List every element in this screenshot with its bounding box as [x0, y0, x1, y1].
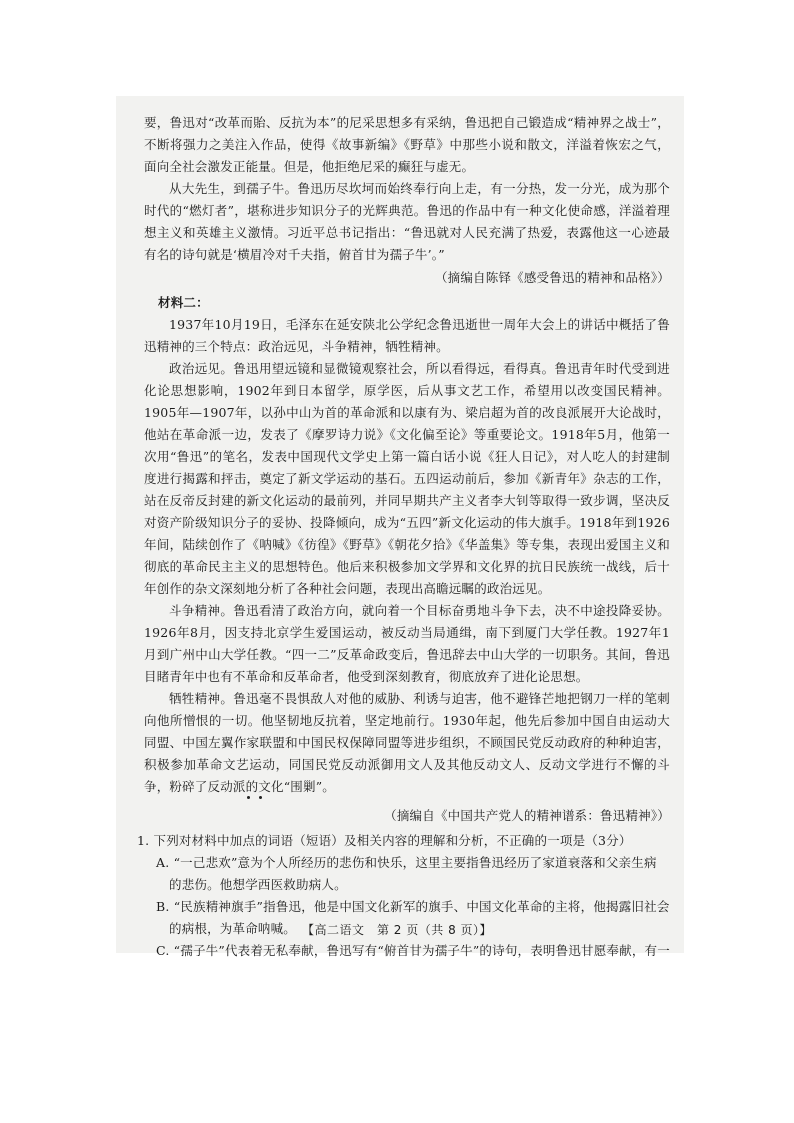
- option-b-line-2: 的病根，为革命呐喊。: [169, 921, 297, 936]
- source-citation-1: （摘编自陈铎《感受鲁迅的精神和品格》）: [434, 270, 670, 285]
- emphasis-dot: [247, 796, 250, 799]
- source-citation-2: （摘编自《中国共产党人的精神谱系：鲁迅精神》）: [384, 808, 670, 823]
- question-1-stem: 1. 下列对材料中加点的词语（短语）及相关内容的理解和分析，不正确的一项是（3分）: [137, 833, 632, 848]
- material-2-heading: 材料二：: [158, 295, 209, 310]
- paragraph-confucian-ox: 从大先生，到孺子牛。鲁迅历尽坎坷而始终奉行向上走，有一分热，发一分光，成为那个时代的“燃灯者”，堪称进步知识分子的光辉典范。鲁迅的作品中有一种文化使命感，洋溢着理想主义和英雄主义激情。习近平总书记指出：“鲁迅就对人民充满了热爱，表露他这一心迹最有名的诗句就是‘横眉冷对千夫指，俯首甘为孺子牛’。”: [144, 181, 670, 262]
- page-content: [137, 112, 670, 962]
- option-b-line-1: B. “民族精神旗手”指鲁迅，他是中国文化新军的旗手、中国文化革命的主将，他揭露旧社会: [156, 899, 670, 914]
- emphasis-dot: [259, 796, 262, 799]
- paragraph-political-vision: 政治远见。鲁迅用望远镜和显微镜观察社会，所以看得远，看得真。鲁迅青年时代受到进化论思想影响，1902年到日本留学，原学医，后从事文艺工作，希望用以改变国民精神。1905年—1907年，以孙中山为首的革命派和以康有为、梁启超为首的改良派展开大论战时，他站在革命派一边，发表了《摩罗诗力说》《文化偏至论》等重要论文。1918年5月，他第一次用“鲁迅”的笔名，发表中国现代文学史上第一篇白话小说《狂人日记》，对人吃人的封建制度进行揭露和抨击，奠定了新文学运动的基石。五四运动前后，参加《新青年》杂志的工作，站在反帝反封建的新文化运动的最前列，并同早期共产主义者李大钊等取得一致步调，坚决反对资产阶级知识分子的妥协、投降倾向，成为“五四”新文化运动的伟大旗手。1918年到1926年间，陆续创作了《呐喊》《彷徨》《野草》《朝花夕拾》《华盖集》等专集，表现出爱国主义和彻底的革命民主主义的思想特色。他后来积极参加文学界和文化界的抗日民族统一战线，后十年创作的杂文深刻地分析了各种社会问题，表现出高瞻远瞩的政治远见。: [144, 361, 670, 596]
- paragraph-fighting-spirit: 斗争精神。鲁迅看清了政治方向，就向着一个目标奋勇地斗争下去，决不中途投降妥协。1926年8月，因支持北京学生爱国运动，被反动当局通缉，南下到厦门大学任教。1927年1月到广州中山大学任教。“四一二”反革命政变后，鲁迅辞去中山大学的一切职务。其间，鲁迅目睹青年中也有不革命和反革命者，他受到深刻教育，彻底放弃了进化论思想。: [144, 603, 670, 684]
- option-c-line-1: C. “孺子牛”代表着无私奉献，鲁迅写有“俯首甘为孺子牛”的诗句，表明鲁迅甘愿奉献，有一: [156, 943, 670, 958]
- paragraph-mao-speech: 1937年10月19日，毛泽东在延安陕北公学纪念鲁迅逝世一周年大会上的讲话中概括了鲁迅精神的三个特点：政治远见，斗争精神，牺牲精神。: [144, 317, 670, 354]
- option-a-line-2: 的悲伤。他想学西医救助病人。: [169, 877, 347, 892]
- option-a-line-1: A. “一己悲欢”意为个人所经历的悲伤和快乐，这里主要指鲁迅经历了家道衰落和父亲生病: [156, 855, 657, 870]
- paragraph-sacrifice-spirit: 牺牲精神。鲁迅毫不畏惧敌人对他的威胁、利诱与迫害，他不避锋芒地把钢刀一样的笔刺向他所憎恨的一切。他坚韧地反抗着，坚定地前行。1930年起，他先后参加中国自由运动大同盟、中国左翼作家联盟和中国民权保障同盟等进步组织，不顾国民党反动政府的种种迫害，积极参加革命文艺运动，同国民党反动派御用文人及其他反动文人、反动文学进行不懈的斗争，粉碎了反动派的文化“围剿”。: [144, 691, 670, 794]
- page-footer: 【高二语文 第 2 页（共 8 页）】: [301, 923, 493, 937]
- emphasis-dots: [144, 798, 670, 804]
- paragraph-continuation: 要，鲁迅对“改革而貽、反抗为本”的尼采思想多有采纳，鲁迅把自己锻造成“精神界之战士”，不断将强力之美注入作品，使得《故事新编》《野草》中那些小说和散文，洋溢着恢宏之气，面向全社会激发正能量。但是，他拒绝尼采的癫狂与虚无。: [144, 115, 670, 174]
